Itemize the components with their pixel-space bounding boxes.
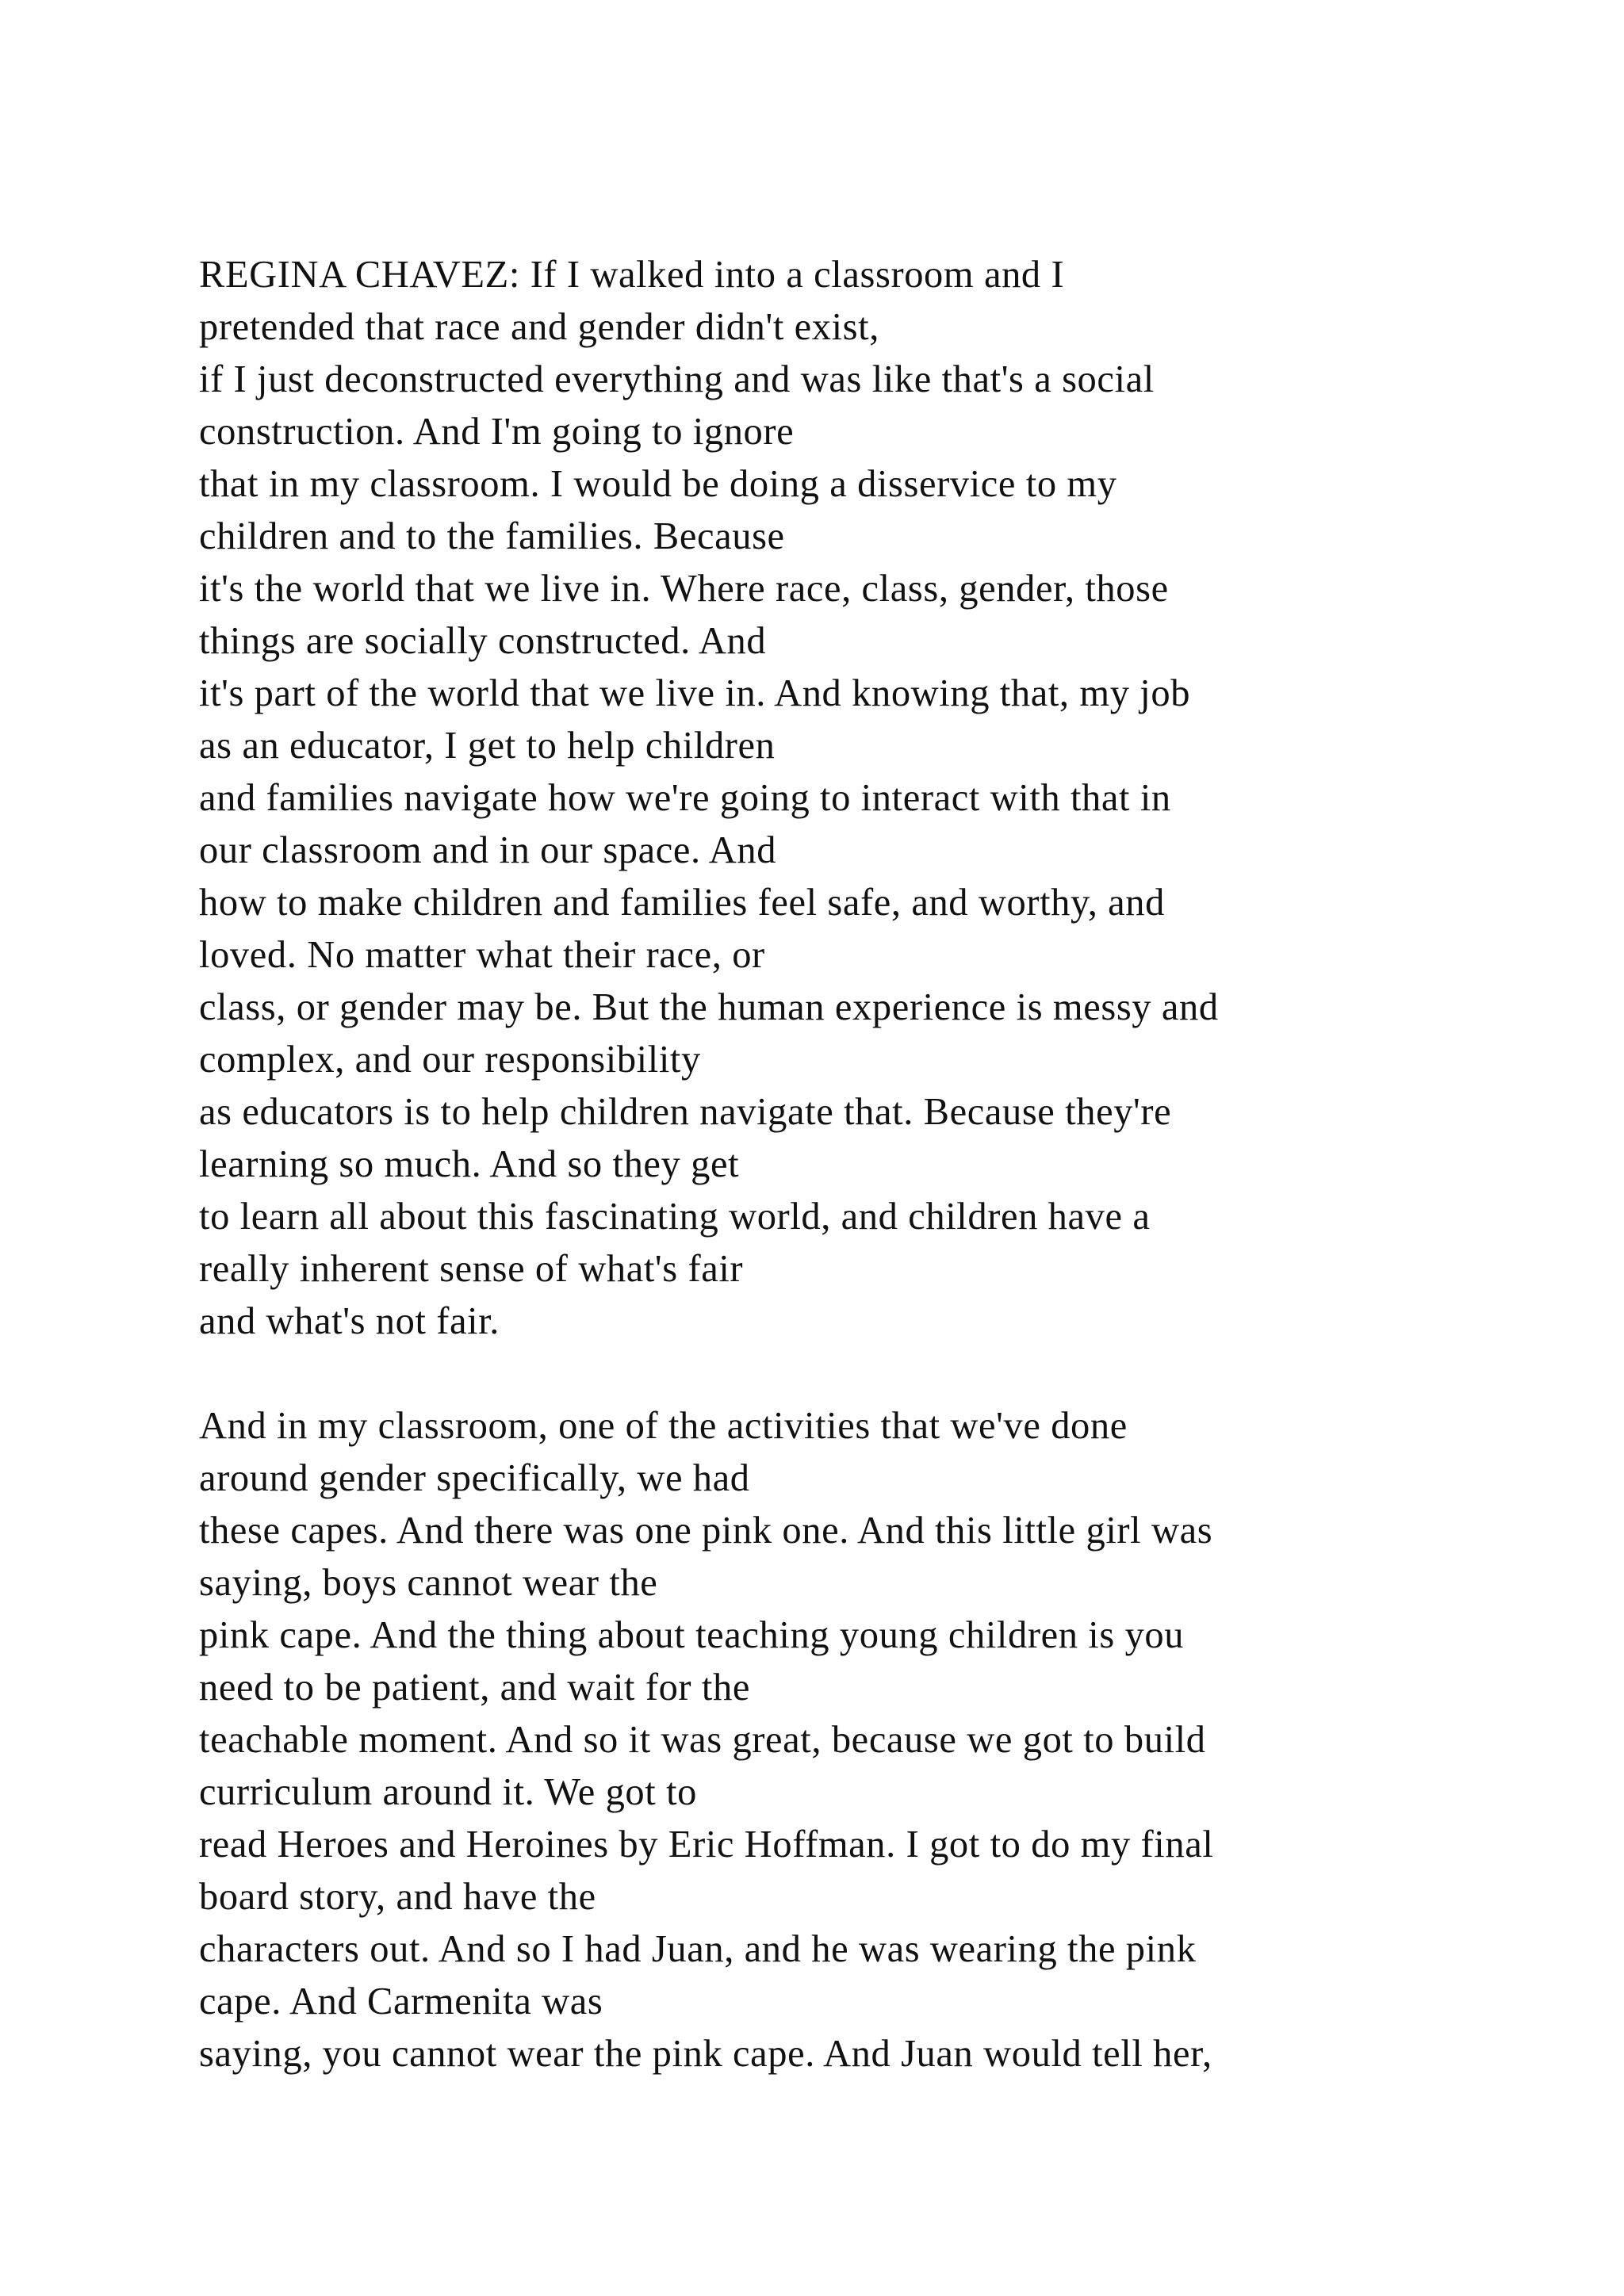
text-line: teachable moment. And so it was great, because we got to build xyxy=(199,1719,1206,1761)
paragraph-1 xyxy=(199,249,1547,1348)
text-line: to learn all about this fascinating world, and children have a xyxy=(199,1196,1151,1238)
text-line: these capes. And there was one pink one. And this little girl was xyxy=(199,1510,1213,1552)
paragraph-break xyxy=(199,1348,1547,1400)
paragraph-2 xyxy=(199,1400,1547,2080)
text-line: learning so much. And so they get xyxy=(199,1143,740,1185)
text-line: read Heroes and Heroines by Eric Hoffman. I got to do my final xyxy=(199,1823,1214,1866)
text-line: saying, boys cannot wear the xyxy=(199,1562,658,1604)
text-line: loved. No matter what their race, or xyxy=(199,934,765,976)
text-line: REGINA CHAVEZ: If I walked into a classroom and I xyxy=(199,254,1065,296)
text-line: pink cape. And the thing about teaching young children is you xyxy=(199,1614,1185,1656)
text-line: how to make children and families feel safe, and worthy, and xyxy=(199,882,1165,924)
text-line: saying, you cannot wear the pink cape. And Juan would tell her, xyxy=(199,2033,1212,2075)
text-line: construction. And I'm going to ignore xyxy=(199,411,795,453)
text-line: it's part of the world that we live in. And knowing that, my job xyxy=(199,672,1191,714)
text-line: our classroom and in our space. And xyxy=(199,829,777,871)
text-line: cape. And Carmenita was xyxy=(199,1980,603,2022)
text-line: it's the world that we live in. Where race, class, gender, those xyxy=(199,568,1169,610)
text-line: board story, and have the xyxy=(199,1876,596,1918)
text-line: around gender specifically, we had xyxy=(199,1457,750,1499)
text-line: need to be patient, and wait for the xyxy=(199,1667,750,1709)
transcript-text xyxy=(199,249,1547,2080)
text-line: class, or gender may be. But the human experience is messy and xyxy=(199,986,1219,1028)
text-line: and families navigate how we're going to interact with that in xyxy=(199,777,1171,819)
text-line: that in my classroom. I would be doing a disservice to my xyxy=(199,463,1117,505)
text-line: really inherent sense of what's fair xyxy=(199,1248,744,1290)
text-line: things are socially constructed. And xyxy=(199,620,767,662)
text-line: children and to the families. Because xyxy=(199,515,785,557)
text-line: curriculum around it. We got to xyxy=(199,1771,697,1813)
text-line: as educators is to help children navigate that. Because they're xyxy=(199,1091,1172,1133)
text-line: and what's not fair. xyxy=(199,1300,500,1342)
text-line: if I just deconstructed everything and was like that's a social xyxy=(199,358,1155,400)
text-line: pretended that race and gender didn't exist, xyxy=(199,306,879,348)
text-line: characters out. And so I had Juan, and he was wearing the pink xyxy=(199,1928,1197,1970)
text-line: as an educator, I get to help children xyxy=(199,725,776,767)
text-line: complex, and our responsibility xyxy=(199,1039,701,1081)
text-line: And in my classroom, one of the activities that we've done xyxy=(199,1405,1128,1447)
